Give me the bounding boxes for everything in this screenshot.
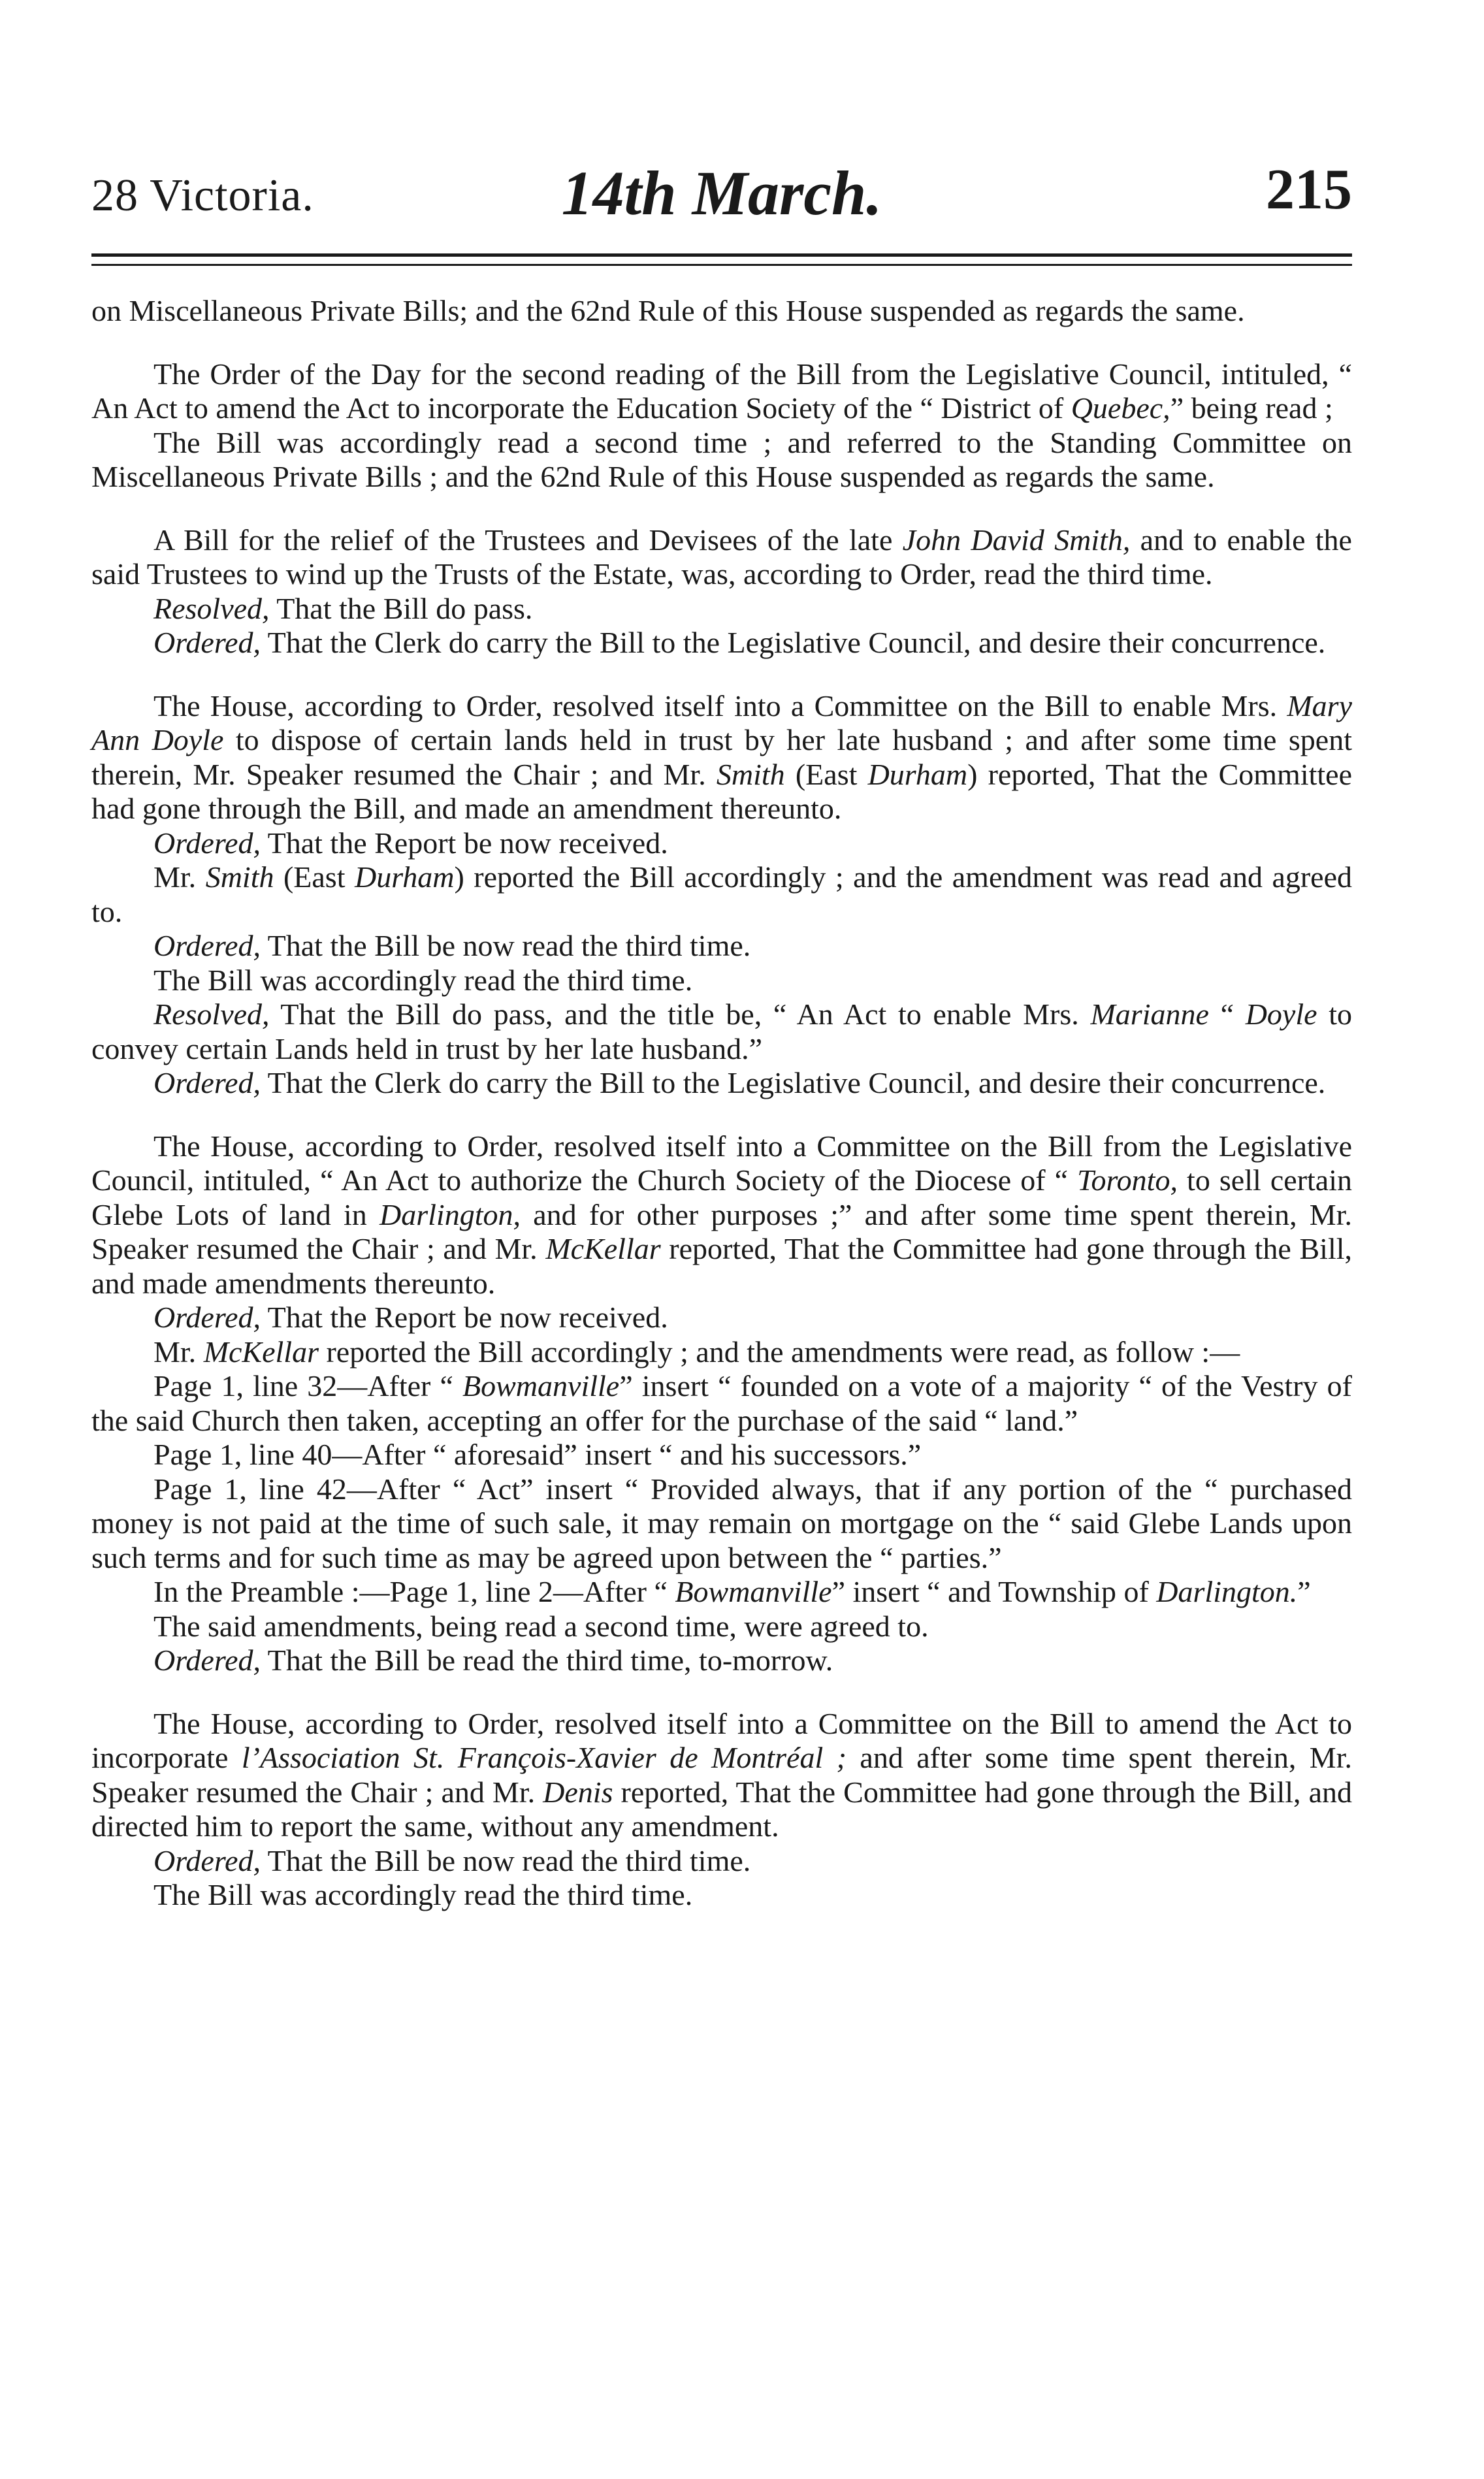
paragraph-p16 (91, 1335, 1352, 1370)
paragraph-p3 (91, 426, 1352, 494)
date-heading: 14th March. (561, 158, 882, 228)
italic-run: Ordered, (153, 1843, 261, 1877)
paragraph-p8 (91, 826, 1352, 861)
page-number: 215 (1266, 158, 1352, 221)
paragraph-p12 (91, 997, 1352, 1066)
text-run: “ (1208, 997, 1246, 1031)
text-run: The Bill was accordingly read the third time. (153, 963, 693, 997)
italic-run: Resolved, (153, 591, 270, 625)
text-run: Page 1, line 32—After “ (153, 1369, 463, 1402)
text-run: reported, That the Committee had gone through the Bill, and made amendments thereunto. (91, 1232, 1353, 1300)
italic-run: Resolved, (153, 997, 270, 1031)
italic-run: Ordered, (153, 929, 261, 962)
italic-run: l’Association St. François-Xavier de Montréal ; (241, 1741, 847, 1774)
paragraph-p6 (91, 626, 1352, 660)
text-run: ” insert “ founded on a vote of a majority “ of the Vestry of the said Church then taken, accepting an offer for the purchase of the said “ land.” (91, 1369, 1352, 1437)
text-run: The House, according to Order, resolved itself into a Committee on the Bill to enable Mrs. (153, 689, 1287, 722)
italic-run: Mary Ann Doyle (91, 689, 1352, 756)
text-run: The House, according to Order, resolved itself into a Committee on the Bill to amend the Act to incorporate (91, 1706, 1352, 1774)
paragraph-p10 (91, 929, 1352, 964)
paragraph-p1 (91, 294, 1352, 329)
text-run: That the Bill be now read the third time. (260, 1843, 751, 1877)
paragraph-p21 (91, 1610, 1352, 1644)
paragraph-p22 (91, 1644, 1352, 1678)
text-run: to dispose of certain lands held in trust by her late husband ; and after some time spent therein, Mr. Speaker resumed the Chair ; and Mr. (91, 723, 1353, 791)
text-run: reported, That the Committee had gone through the Bill, and directed him to report the same, without any amendment. (91, 1775, 1352, 1843)
text-run: The said amendments, being read a second time, were agreed to. (153, 1609, 929, 1643)
paragraph-p7 (91, 689, 1352, 826)
text-run: ) reported the Bill accordingly ; and the amendment was read and agreed to. (91, 860, 1353, 928)
paragraph-p11 (91, 964, 1352, 998)
text-run: Page 1, line 42—After “ Act” insert “ Provided always, that if any portion of the “ purchased money is not paid at the time of such sale, it may remain on mortgage on the “ said Glebe Lands upon such terms and for such time as may be agreed upon between the “ parties.” (91, 1472, 1352, 1574)
italic-run: McKellar (545, 1232, 661, 1265)
paragraph-p19 (91, 1472, 1352, 1576)
italic-run: Durham (354, 860, 455, 894)
italic-run: Smith (716, 757, 785, 791)
paragraph-p17 (91, 1369, 1352, 1438)
paragraph-p4 (91, 523, 1352, 592)
text-run: The Bill was accordingly read the third time. (153, 1878, 693, 1911)
italic-run: Smith (205, 860, 274, 894)
italic-run: Bowmanville (462, 1369, 620, 1402)
italic-run: McKellar (203, 1335, 319, 1369)
italic-run: John David Smith, (902, 523, 1131, 557)
paragraph-p13 (91, 1066, 1352, 1101)
text-run: and to enable the said Trustees to wind up the Trusts of the Estate, was, according to Order, read the third time. (91, 523, 1352, 591)
italic-run: Darlington, (379, 1197, 521, 1231)
italic-run: Bowmanville (675, 1575, 832, 1608)
italic-run: Toronto, (1077, 1163, 1178, 1197)
header-rule-thin (91, 264, 1352, 266)
text-run: That the Bill be read the third time, to-morrow. (260, 1644, 833, 1677)
italic-run: Ordered, (153, 826, 261, 860)
paragraph-p14 (91, 1129, 1352, 1301)
text-run: ) reported, That the Committee had gone through the Bill, and made an amendment thereunto. (91, 757, 1353, 825)
text-run: The House, according to Order, resolved itself into a Committee on the Bill from the Legislative Council, intituled, “ An Act to authorize the Church Society of the Diocese of “ (91, 1129, 1352, 1197)
paragraph-p15 (91, 1301, 1352, 1335)
italic-run: Marianne (1090, 997, 1209, 1031)
text-run: to sell certain Glebe Lots of land in (91, 1163, 1352, 1231)
page-header (91, 157, 1352, 235)
italic-run: Ordered, (153, 1301, 261, 1334)
text-run: and for other purposes ;” and after some time spent therein, Mr. Speaker resumed the Chair ; and Mr. (91, 1197, 1352, 1265)
text-run: Mr. (153, 860, 206, 894)
paragraph-p23 (91, 1707, 1352, 1844)
paragraph-p25 (91, 1878, 1352, 1913)
italic-run: Durham (867, 757, 968, 791)
text-run: That the Clerk do carry the Bill to the Legislative Council, and desire their concurrence. (260, 1066, 1326, 1099)
page-body (91, 294, 1352, 1913)
text-run: on Miscellaneous Private Bills; and the 62nd Rule of this House suspended as regards the same. (91, 294, 1245, 327)
text-run: That the Report be now received. (260, 826, 668, 860)
italic-run: Ordered, (153, 1066, 261, 1099)
text-run: Mr. (153, 1335, 204, 1369)
paragraph-p20 (91, 1575, 1352, 1610)
text-run: (East (784, 757, 868, 791)
text-run: to convey certain Lands held in trust by her late husband.” (91, 997, 1353, 1065)
text-run: That the Bill do pass, and the title be, “ An Act to enable Mrs. (269, 997, 1091, 1031)
text-run: ” being read ; (1170, 391, 1333, 425)
text-run: That the Report be now received. (260, 1301, 668, 1334)
text-run: That the Clerk do carry the Bill to the Legislative Council, and desire their concurrence. (260, 626, 1326, 659)
paragraph-p18 (91, 1438, 1352, 1472)
italic-run: Darlington. (1156, 1575, 1298, 1608)
paragraph-p9 (91, 860, 1352, 929)
text-run: ” insert “ and Township of (831, 1575, 1157, 1608)
text-run: That the Bill be now read the third time. (260, 929, 751, 962)
text-run: That the Bill do pass. (269, 591, 533, 625)
italic-run: Ordered, (153, 626, 261, 659)
text-run: A Bill for the relief of the Trustees and Devisees of the late (153, 523, 903, 557)
italic-run: Quebec, (1071, 391, 1170, 425)
paragraph-p2 (91, 357, 1352, 426)
text-run: and after some time spent therein, Mr. Speaker resumed the Chair ; and Mr. (91, 1741, 1352, 1809)
paragraph-p5 (91, 592, 1352, 626)
italic-run: Doyle (1245, 997, 1317, 1031)
header-rule-thick (91, 253, 1352, 257)
italic-run: Denis (543, 1775, 613, 1809)
text-run: Page 1, line 40—After “ aforesaid” insert “ and his successors.” (153, 1438, 922, 1471)
text-run: ” (1297, 1575, 1311, 1608)
text-run: (East (274, 860, 355, 894)
text-run: reported the Bill accordingly ; and the amendments were read, as follow :— (318, 1335, 1240, 1369)
session-label: 28 Victoria. (91, 170, 314, 221)
text-run: The Bill was accordingly read a second time ; and referred to the Standing Committee on Miscellaneous Private Bills ; and the 62nd Rule of this House suspended as regards the same. (91, 425, 1352, 493)
italic-run: Ordered, (153, 1644, 261, 1677)
paragraph-p24 (91, 1844, 1352, 1879)
text-run: In the Preamble :—Page 1, line 2—After “ (153, 1575, 675, 1608)
text-run: The Order of the Day for the second reading of the Bill from the Legislative Council, intituled, “ An Act to amend the Act to incorporate the Education Society of the “ District of (91, 357, 1352, 425)
